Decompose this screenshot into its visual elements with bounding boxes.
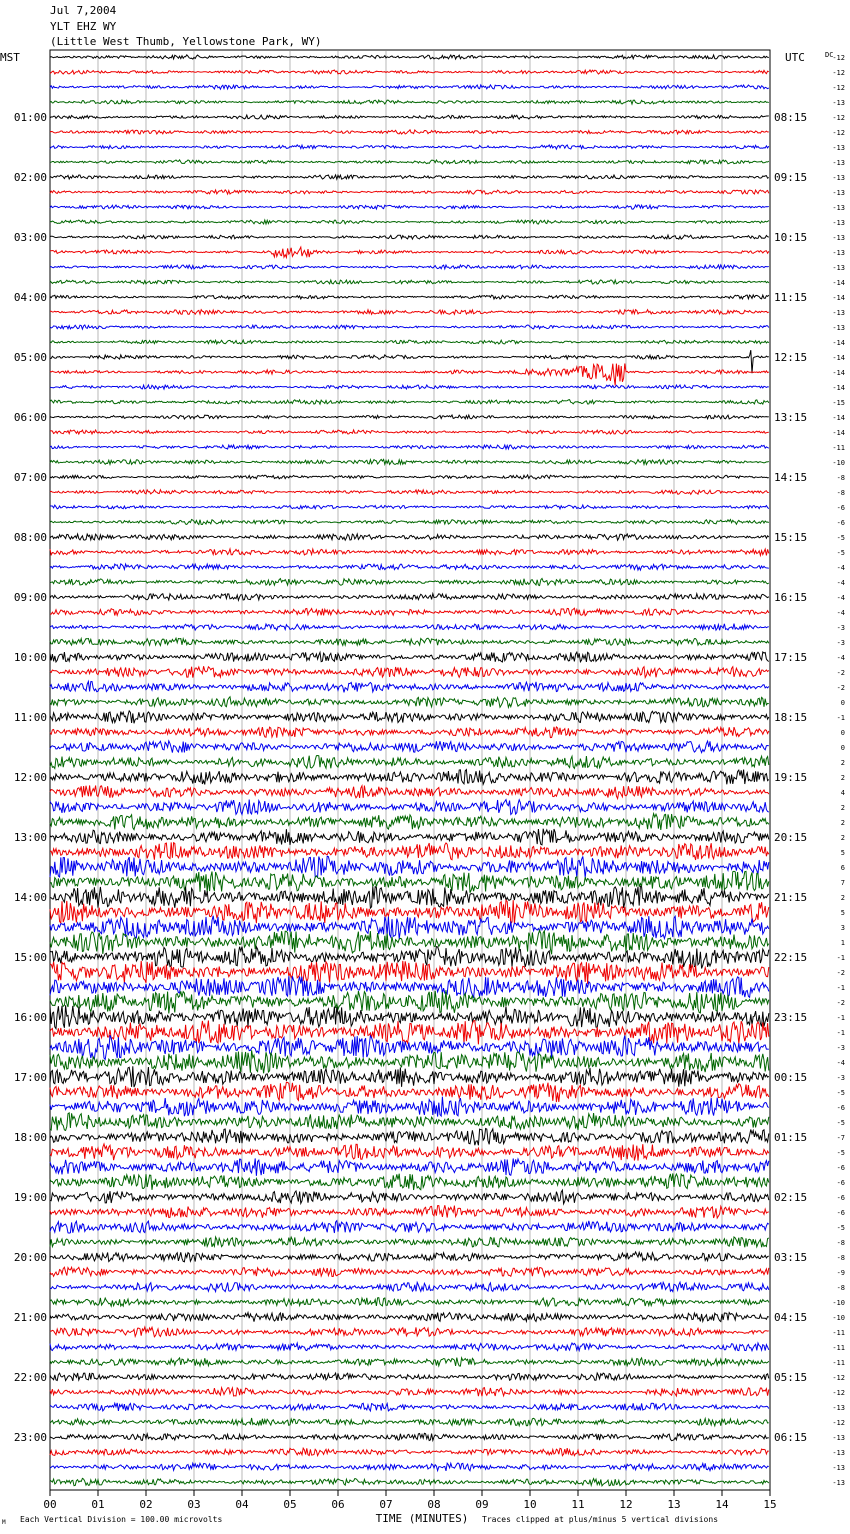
mst-hour-label: 14:00	[13, 891, 47, 904]
utc-hour-label: 01:15	[774, 1131, 808, 1144]
utc-hour-label: 02:15	[774, 1191, 808, 1204]
dc-offset-label: -8	[836, 489, 845, 497]
dc-offset-label: -13	[832, 249, 845, 257]
trace-5	[50, 130, 769, 134]
trace-25	[50, 430, 769, 434]
dc-offset-label: -12	[832, 1374, 845, 1382]
header-location: (Little West Thumb, Yellowstone Park, WY)	[50, 35, 322, 48]
utc-hour-label: 04:15	[774, 1311, 808, 1324]
dc-offset-label: -4	[836, 1059, 845, 1067]
trace-80	[50, 1252, 769, 1262]
trace-8	[50, 175, 769, 179]
utc-hour-label: 05:15	[774, 1371, 808, 1384]
header-station: YLT EHZ WY	[50, 20, 117, 33]
dc-offset-label: -13	[832, 219, 845, 227]
dc-offset-label: -12	[832, 129, 845, 137]
mst-hour-label: 18:00	[13, 1131, 47, 1144]
dc-offset-label: -14	[832, 279, 845, 287]
mst-hour-label: 22:00	[13, 1371, 47, 1384]
dc-offset-label: -13	[832, 234, 845, 242]
dc-axis-title: DC	[825, 51, 834, 59]
dc-offset-label: -6	[836, 1209, 845, 1217]
utc-hour-label: 21:15	[774, 891, 808, 904]
x-tick-label: 01	[91, 1498, 105, 1511]
dc-offset-label: 2	[840, 819, 845, 827]
x-tick-label: 06	[331, 1498, 345, 1511]
mst-hour-label: 07:00	[13, 471, 47, 484]
mst-hour-label: 04:00	[13, 291, 47, 304]
trace-33	[50, 549, 769, 556]
trace-15	[50, 280, 769, 284]
trace-7	[50, 160, 769, 164]
dc-offset-label: 5	[840, 909, 845, 917]
trace-44	[50, 711, 769, 724]
dc-offset-label: -13	[832, 1479, 845, 1487]
trace-82	[50, 1282, 769, 1291]
dc-offset-label: -13	[832, 324, 845, 332]
dc-offset-label: -8	[836, 474, 845, 482]
utc-hour-label: 13:15	[774, 411, 808, 424]
utc-hour-label: 20:15	[774, 831, 808, 844]
dc-offset-label: -4	[836, 609, 845, 617]
trace-63	[50, 990, 769, 1013]
footer	[2, 1515, 718, 1526]
trace-61	[50, 961, 769, 984]
dc-offset-label: 0	[840, 699, 845, 707]
mst-hour-label: 21:00	[13, 1311, 47, 1324]
dc-offset-label: -6	[836, 1194, 845, 1202]
trace-45	[50, 727, 769, 738]
trace-20	[50, 350, 769, 373]
dc-offset-label: -13	[832, 309, 845, 317]
trace-50	[50, 800, 769, 815]
trace-84	[50, 1313, 769, 1322]
trace-46	[50, 741, 769, 753]
dc-offset-label: 4	[840, 789, 845, 797]
dc-offset-label: -9	[836, 1269, 845, 1277]
trace-39	[50, 638, 769, 645]
trace-65	[50, 1021, 769, 1045]
dc-offset-label: 2	[840, 759, 845, 767]
trace-56	[50, 886, 769, 908]
utc-hour-label: 14:15	[774, 471, 808, 484]
trace-52	[50, 829, 769, 845]
dc-offset-label: -5	[836, 1149, 845, 1157]
dc-offset-label: -12	[832, 84, 845, 92]
dc-offset-label: -2	[836, 969, 845, 977]
axis-labels	[0, 51, 845, 1525]
mst-hour-label: 01:00	[13, 111, 47, 124]
utc-hour-label: 18:15	[774, 711, 808, 724]
dc-offset-label: -14	[832, 294, 845, 302]
trace-36	[50, 594, 769, 601]
trace-11	[50, 220, 769, 224]
trace-23	[50, 400, 769, 404]
x-tick-label: 09	[475, 1498, 489, 1511]
x-axis-title: TIME (MINUTES)	[375, 1512, 469, 1525]
x-tick-label: 03	[187, 1498, 201, 1511]
dc-offset-label: 5	[840, 849, 845, 857]
dc-offset-label: -12	[832, 1389, 845, 1397]
dc-offset-label: -11	[832, 444, 845, 452]
trace-40	[50, 652, 769, 662]
mst-axis-title: MST	[0, 51, 20, 64]
mst-hour-label: 17:00	[13, 1071, 47, 1084]
dc-offset-label: -1	[836, 714, 845, 722]
dc-offset-label: -13	[832, 1404, 845, 1412]
mst-hour-label: 12:00	[13, 771, 47, 784]
utc-hour-label: 22:15	[774, 951, 808, 964]
dc-offset-label: 1	[840, 939, 845, 947]
utc-hour-label: 23:15	[774, 1011, 808, 1024]
x-tick-label: 00	[43, 1498, 57, 1511]
trace-10	[50, 205, 769, 209]
trace-62	[50, 976, 769, 998]
mst-hour-label: 20:00	[13, 1251, 47, 1264]
mst-hour-label: 16:00	[13, 1011, 47, 1024]
trace-2	[50, 85, 769, 89]
dc-offset-label: -6	[836, 1104, 845, 1112]
dc-offset-label: -13	[832, 144, 845, 152]
trace-74	[50, 1158, 769, 1175]
trace-70	[50, 1097, 769, 1117]
dc-offset-label: 2	[840, 894, 845, 902]
utc-hour-label: 12:15	[774, 351, 808, 364]
mst-hour-label: 05:00	[13, 351, 47, 364]
dc-offset-label: -13	[832, 1449, 845, 1457]
x-tick-label: 12	[619, 1498, 633, 1511]
x-tick-label: 13	[667, 1498, 681, 1511]
trace-88	[50, 1373, 769, 1381]
trace-81	[50, 1267, 769, 1276]
mst-hour-label: 15:00	[13, 951, 47, 964]
dc-offset-label: -14	[832, 384, 845, 392]
plot-frame	[50, 50, 770, 1490]
x-tick-label: 08	[427, 1498, 441, 1511]
mst-hour-label: 06:00	[13, 411, 47, 424]
utc-hour-label: 19:15	[774, 771, 808, 784]
trace-90	[50, 1403, 769, 1411]
utc-hour-label: 11:15	[774, 291, 808, 304]
dc-offset-label: -14	[832, 339, 845, 347]
dc-offset-label: -1	[836, 954, 845, 962]
dc-offset-label: -4	[836, 654, 845, 662]
utc-hour-label: 03:15	[774, 1251, 808, 1264]
trace-86	[50, 1343, 769, 1351]
trace-83	[50, 1298, 769, 1307]
dc-offset-label: -3	[836, 1074, 845, 1082]
corner-mark: M	[2, 1519, 6, 1526]
trace-69	[50, 1082, 769, 1102]
clip-note: Traces clipped at plus/minus 5 vertical divisions	[482, 1515, 719, 1524]
trace-93	[50, 1448, 769, 1456]
mst-hour-label: 19:00	[13, 1191, 47, 1204]
trace-27	[50, 459, 769, 464]
dc-offset-label: -5	[836, 534, 845, 542]
trace-9	[50, 190, 769, 194]
trace-6	[50, 145, 769, 149]
dc-offset-label: -15	[832, 399, 845, 407]
dc-offset-label: -1	[836, 984, 845, 992]
trace-17	[50, 310, 769, 315]
trace-75	[50, 1173, 769, 1190]
trace-72	[50, 1129, 769, 1146]
mst-hour-label: 23:00	[13, 1431, 47, 1444]
dc-offset-label: -8	[836, 1284, 845, 1292]
dc-offset-label: -13	[832, 159, 845, 167]
dc-offset-label: 0	[840, 729, 845, 737]
dc-offset-label: -5	[836, 1089, 845, 1097]
trace-32	[50, 534, 769, 540]
x-tick-label: 04	[235, 1498, 249, 1511]
trace-35	[50, 578, 769, 585]
mst-hour-label: 09:00	[13, 591, 47, 604]
trace-18	[50, 325, 769, 329]
trace-22	[50, 385, 769, 389]
trace-51	[50, 814, 769, 830]
dc-offset-label: -13	[832, 99, 845, 107]
dc-offset-label: -2	[836, 999, 845, 1007]
trace-78	[50, 1221, 769, 1233]
trace-87	[50, 1358, 769, 1367]
x-tick-label: 10	[523, 1498, 537, 1511]
utc-hour-label: 00:15	[774, 1071, 808, 1084]
utc-hour-label: 10:15	[774, 231, 808, 244]
dc-offset-label: -5	[836, 549, 845, 557]
trace-42	[50, 681, 769, 692]
dc-offset-label: -4	[836, 564, 845, 572]
dc-offset-label: -1	[836, 1014, 845, 1022]
trace-55	[50, 871, 769, 892]
dc-offset-label: -13	[832, 1464, 845, 1472]
dc-offset-label: 0	[840, 744, 845, 752]
utc-hour-label: 06:15	[774, 1431, 808, 1444]
dc-offset-label: 6	[840, 864, 845, 872]
mst-hour-label: 11:00	[13, 711, 47, 724]
mst-hour-label: 03:00	[13, 231, 47, 244]
trace-41	[50, 666, 769, 677]
mst-hour-label: 08:00	[13, 531, 47, 544]
dc-offset-label: 7	[840, 879, 845, 887]
trace-4	[50, 115, 769, 119]
trace-24	[50, 415, 769, 419]
mst-hour-label: 13:00	[13, 831, 47, 844]
dc-offset-label: -5	[836, 1224, 845, 1232]
trace-85	[50, 1327, 769, 1337]
x-tick-label: 07	[379, 1498, 393, 1511]
trace-0	[50, 55, 769, 59]
trace-92	[50, 1433, 769, 1440]
dc-offset-label: -14	[832, 414, 845, 422]
trace-30	[50, 505, 769, 509]
dc-offset-label: -10	[832, 459, 845, 467]
trace-16	[50, 295, 769, 299]
trace-12	[50, 235, 769, 239]
dc-offset-label: -11	[832, 1359, 845, 1367]
scale-note: Each Vertical Division = 100.00 microvolts	[20, 1515, 223, 1524]
dc-offset-label: -13	[832, 189, 845, 197]
trace-58	[50, 916, 769, 939]
dc-offset-label: -8	[836, 1239, 845, 1247]
dc-offset-label: -7	[836, 1134, 845, 1142]
trace-3	[50, 100, 769, 104]
trace-91	[50, 1418, 769, 1426]
trace-14	[50, 265, 769, 269]
trace-53	[50, 842, 769, 860]
x-tick-label: 02	[139, 1498, 153, 1511]
dc-offset-label: -3	[836, 1044, 845, 1052]
dc-offset-label: -3	[836, 639, 845, 647]
dc-offset-label: 2	[840, 774, 845, 782]
dc-offset-label: -12	[832, 114, 845, 122]
trace-1	[50, 70, 769, 74]
dc-offset-label: -6	[836, 1179, 845, 1187]
trace-31	[50, 520, 769, 525]
trace-94	[50, 1463, 769, 1471]
trace-89	[50, 1388, 769, 1397]
utc-hour-label: 17:15	[774, 651, 808, 664]
trace-28	[50, 475, 769, 479]
dc-offset-label: -14	[832, 429, 845, 437]
utc-hour-label: 09:15	[774, 171, 808, 184]
trace-76	[50, 1190, 769, 1204]
dc-offset-label: -6	[836, 504, 845, 512]
dc-offset-label: -6	[836, 1164, 845, 1172]
trace-79	[50, 1237, 769, 1247]
trace-77	[50, 1205, 769, 1218]
dc-offset-label: -11	[832, 1329, 845, 1337]
x-tick-label: 14	[715, 1498, 729, 1511]
trace-37	[50, 608, 769, 615]
dc-offset-label: -13	[832, 264, 845, 272]
utc-hour-label: 08:15	[774, 111, 808, 124]
trace-67	[50, 1050, 769, 1073]
dc-offset-label: -6	[836, 519, 845, 527]
dc-offset-label: -13	[832, 174, 845, 182]
trace-13	[50, 247, 769, 257]
trace-54	[50, 856, 769, 877]
dc-offset-label: 2	[840, 804, 845, 812]
dc-offset-label: 3	[840, 924, 845, 932]
seismogram-traces	[50, 55, 769, 1486]
dc-offset-label: 2	[840, 834, 845, 842]
trace-34	[50, 564, 769, 570]
trace-21	[50, 364, 769, 386]
dc-offset-label: -4	[836, 579, 845, 587]
dc-offset-label: -11	[832, 1344, 845, 1352]
dc-offset-label: -12	[832, 1419, 845, 1427]
time-grid	[50, 50, 770, 1490]
trace-49	[50, 785, 769, 798]
dc-offset-label: -12	[832, 54, 845, 62]
trace-47	[50, 756, 769, 769]
dc-offset-label: -8	[836, 1254, 845, 1262]
utc-axis-title: UTC	[785, 51, 805, 64]
utc-hour-label: 15:15	[774, 531, 808, 544]
x-tick-label: 15	[763, 1498, 777, 1511]
trace-19	[50, 340, 769, 344]
mst-hour-label: 10:00	[13, 651, 47, 664]
x-tick-label: 11	[571, 1498, 585, 1511]
mst-hour-label: 02:00	[13, 171, 47, 184]
dc-offset-label: -13	[832, 204, 845, 212]
dc-offset-label: -1	[836, 1029, 845, 1037]
x-tick-label: 05	[283, 1498, 297, 1511]
trace-95	[50, 1478, 769, 1485]
trace-43	[50, 697, 769, 708]
trace-26	[50, 445, 769, 449]
trace-29	[50, 490, 769, 495]
trace-38	[50, 624, 769, 631]
dc-offset-label: -4	[836, 594, 845, 602]
header-date: Jul 7,2004	[50, 4, 117, 17]
trace-48	[50, 770, 769, 785]
utc-hour-label: 16:15	[774, 591, 808, 604]
dc-offset-label: -14	[832, 369, 845, 377]
dc-offset-label: -13	[832, 1434, 845, 1442]
dc-offset-label: -12	[832, 69, 845, 77]
trace-68	[50, 1066, 769, 1087]
trace-71	[50, 1113, 769, 1131]
dc-offset-label: -2	[836, 684, 845, 692]
dc-offset-label: -10	[832, 1299, 845, 1307]
dc-offset-label: -2	[836, 669, 845, 677]
trace-73	[50, 1144, 769, 1161]
dc-offset-label: -5	[836, 1119, 845, 1127]
dc-offset-label: -10	[832, 1314, 845, 1322]
dc-offset-label: -3	[836, 624, 845, 632]
dc-offset-label: -14	[832, 354, 845, 362]
